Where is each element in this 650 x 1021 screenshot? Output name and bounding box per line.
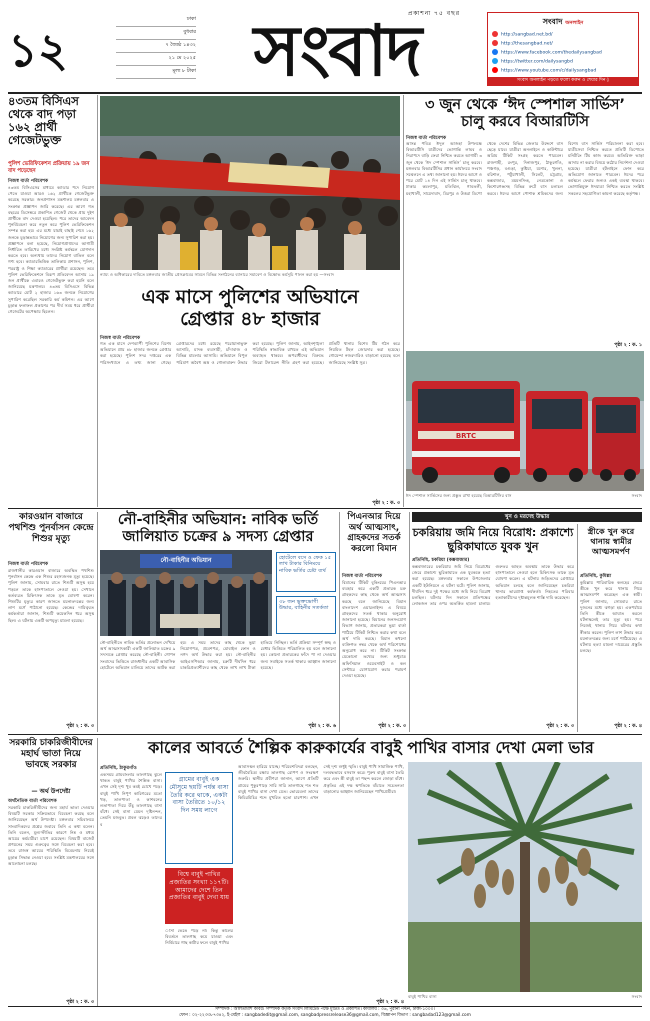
globe-icon bbox=[492, 40, 498, 46]
wife-murder-byline: প্রতিনিধি, কুমিল্লা bbox=[580, 574, 612, 579]
social-note: সংবাদ অনলাইন পড়তে ফলো করুন ও শেয়ার দিন ◊ bbox=[488, 77, 638, 85]
bird-fact-box1: গ্রামের বাবুই এক মৌসুমে ছয়টি পর্যন্ত বাসা তৈরি করে থাকে, একটা বাসা তৈরিতে ১০/১২ দিন সময় লাগে bbox=[165, 772, 233, 864]
bird-byline: প্রতিনিধি, ঠাকুরগাঁও bbox=[100, 766, 137, 771]
bird-body-right: আবাসস্থল হারিয়ে যাচ্ছে। পরিবেশবিদরা বলছেন, জীববৈচিত্র্য রক্ষায় তালগাছ রোপণ ও সংরক্ষণ জরুরি। স্থানীয় প্রবীণরা জানান, আগে প্রতিটি গ্রামের পুকুরপাড়ে সারি সারি তালগাছে শত শত বাবুই পাখির বাসা দেখা যেত। ভোরবেলা তাদের কিচিরমিচির শব্দে মুখরিত হতো চারপাশ। এখন সেই দৃশ্য শুধুই স্মৃতি। বাবুই পাখি সামাজিক পাখি, দলবদ্ধভাবে বসবাস করে। পুরুষ বাবুই বাসা তৈরি করে এবং স্ত্রী বাবুই তা পছন্দ করলে জোড়া বাঁধে। প্রকৃতির এই দক্ষ স্থপতিকে বাঁচাতে সচেতনতা বাড়ানোর আহ্বান জানিয়েছেন পাখিপ্রেমীরা। bbox=[238, 764, 404, 801]
salary-byline: অর্থনৈতিক বার্তা পরিবেশক bbox=[8, 799, 57, 804]
karwan-body: রাজধানীর কারওয়ান বাজারে অবস্থিত পথশিশু পুনর্বাসন কেন্দ্রে এক শিশুর রহস্যজনক মৃত্যু হয়েছে। পুলিশ জানায়, সোমবার রাতে শিশুটি অসুস্থ হয়ে পড়লে তাকে হাসপাতালে নেওয়া হয়। সেখানে কর্তব্যরত চিকিৎসক তাকে মৃত ঘোষণা করেন। শিশুটির মৃত্যুর কারণ জানতে ময়নাতদন্তের জন্য লাশ মর্গে পাঠানো হয়েছে। কেন্দ্রের দায়িত্বরত কর্মকর্তারা জানান, শিশুটি কয়েকদিন ধরে অসুস্থ ছিল। এ ঘটনায় একটি অপমৃত্যু মামলা হয়েছে। bbox=[8, 568, 94, 623]
protest-photo bbox=[100, 96, 400, 270]
flight-headline: পিএনআর দিয়ে অর্থ আত্মসাৎ, গ্রাহকদের সতর্ক করলো বিমান bbox=[347, 512, 401, 554]
newspaper-logo: সংবাদ bbox=[253, 9, 421, 92]
navy-continued: পৃষ্ঠা ২ : ক. ৬ bbox=[308, 724, 336, 729]
navy-side-box2: ৩৮ জন ভুক্তভোগী উদ্ধার, বাহিনীর সতর্কতা bbox=[276, 596, 336, 634]
footer-imprint bbox=[8, 1007, 642, 1020]
navy-photo bbox=[100, 550, 272, 636]
issue-info-line: ঢাকা bbox=[116, 14, 196, 27]
social-link[interactable] bbox=[492, 49, 634, 58]
flight-body: বিমানের টিকিট বুকিংয়ের পিএনআর ব্যবহার করে একটি প্রতারক চক্র গ্রাহকদের কাছ থেকে অর্থ আত্মসাৎ করছে বলে জানিয়েছে বিমান বাংলাদেশ এয়ারলাইন্স। এ বিষয়ে গ্রাহকদের সতর্ক থাকার অনুরোধ জানানো হয়েছে। বিমানের জনসংযোগ বিভাগ জানায়, প্রতারকরা ভুয়া বার্তা পাঠিয়ে টিকিট নিশ্চিত করার কথা বলে অর্থ দাবি করছে। বিমান কখনো ব্যক্তিগত নম্বর থেকে অর্থ পরিশোধের অনুরোধ করে না। টিকিট সংক্রান্ত যেকোনো তথ্যের জন্য শুধুমাত্র অফিসিয়াল ওয়েবসাইট ও কল সেন্টারে যোগাযোগ করার পরামর্শ দেওয়া হয়েছে। bbox=[342, 580, 406, 679]
main-photo-caption: ন্যায্য ও অধিকারের দাবিতে মঙ্গলবার জাতীয় প্রেসক্লাবের সামনে বিভিন্ন সংগঠনের ব্যানারে সমাবেশ ও বিক্ষোভ কর্মসূচি পালন করা হয় —সংবাদ bbox=[100, 272, 335, 277]
twitter-icon bbox=[492, 58, 498, 64]
issue-info bbox=[116, 14, 196, 78]
facebook-icon bbox=[492, 49, 498, 55]
navy-photo-banner: নৌ-বাহিনীর অভিযান bbox=[160, 557, 212, 564]
issue-info-line: ২১ মে ২০২৫ bbox=[116, 53, 196, 66]
wife-murder-continued: পৃষ্ঠা ২ : ক. ৪ bbox=[614, 724, 642, 729]
social-link-text: http://sangbad.net.bd/ bbox=[501, 32, 553, 38]
navy-headline-line2: জালিয়াত চক্রের ৯ সদস্য গ্রেপ্তার bbox=[122, 529, 314, 545]
navy-body: নৌ-বাহিনীতে নাবিক ভর্তির প্রলোভন দেখিয়ে অর্থ আত্মসাৎকারী একটি জালিয়াত চক্রের ৯ সদস্যকে গ্রেপ্তার করেছে নৌ-বাহিনী। গোপন সংবাদের ভিত্তিতে রাজধানীর একটি আবাসিক হোটেলে অভিযান চালিয়ে তাদের আটক করা হয়। এ সময় তাদের কাছ থেকে ভুয়া নিয়োগপত্র, প্রবেশপত্র, মোবাইল ফোন ও নগদ অর্থ উদ্ধার করা হয়। নৌ-বাহিনীর আইএসপিআর জানায়, চক্রটি দীর্ঘদিন ধরে চাকরিপ্রত্যাশীদের কাছ থেকে লাখ লাখ টাকা হাতিয়ে নিচ্ছিল। ভর্তি প্রক্রিয়া সম্পূর্ণ স্বচ্ছ ও মেধার ভিত্তিতে পরিচালিত হয় বলে জানানো হয়। কোনো প্রতারকের ফাঁদে পা না দেওয়ার জন্য সবাইকে সতর্ক থাকার আহ্বান জানানো হয়েছে। bbox=[100, 640, 336, 670]
social-link[interactable] bbox=[492, 58, 634, 67]
main-photo bbox=[100, 96, 400, 270]
bcs-subhead: পুলিশ ভেরিফিকেশন প্রক্রিয়ায় ১৯ জন বাদ পড়েছেন bbox=[8, 161, 90, 174]
navy-side-box1: হোটেলে বসে ও ফেক ১৫ লাখ টাকার বিনিময়ে নাবিক ভর্তির চেষ্টা ব্যর্থ bbox=[276, 552, 336, 592]
police-headline bbox=[100, 286, 400, 330]
eid-continued: পৃষ্ঠা ২ : ক. ১ bbox=[614, 343, 642, 348]
flight-continued: পৃষ্ঠা ২ : ক. ৩ bbox=[378, 724, 406, 729]
footer-line2: ফোন : ০২-২২৩৩৮৭৩৪২, ই-মেইল : sangbadedit@gmail.com, sangbadpressrelease36@gmail.com, বিজ্ঞাপন বিভাগ : sangbadad123@gmail.com bbox=[179, 1013, 471, 1019]
bird-fact-box2: বিশ্বে বাবুই পাখির প্রজাতির সংখ্যা ১১৭টি। আমাদের দেশে তিন প্রজাতির বাবুই দেখা যায় bbox=[165, 868, 233, 924]
bird-body-left: একসময় গ্রামবাংলার তালগাছে ঝুলে থাকত বাবুই পাখির শৈল্পিক বাসা। এখন সেই দৃশ্য খুব কমই চোখে পড়ে। বাবুই পাখি নিপুণ কারিগরের মতো খড়, তালপাতা ও কাশবনের লতাপাতা দিয়ে উঁচু তালগাছে বাসা বাঁধে। সেই বাসা যেমন দৃষ্টিনন্দন, তেমনি মজবুত। প্রবল ঝড়েও তাদের ব bbox=[100, 772, 162, 827]
chakaria-headline: চকরিয়ায় জমি নিয়ে বিরোধ: প্রকাশ্যে ছুরিকাঘাতে যুবক খুন bbox=[412, 526, 574, 553]
social-link[interactable] bbox=[492, 31, 634, 40]
eid-body: আসন্ন পবিত্র ঈদুল আজহা উপলক্ষে বিআরটিসি যাত্রীদের ভোগান্তি লাঘব ও নিরাপদে বাড়ি ফেরা নিশ্চিত করতে আগামী ৩ জুন থেকে ‘ঈদ স্পেশাল সার্ভিস’ চালু করবে। মঙ্গলবার বিআরটিসির প্রধান কার্যালয়ে সংবাদ সম্মেলনে এ তথ্য জানানো হয়। ঈদের আগে ও পরে মোট ১৪ দিন এই সার্ভিস চালু থাকবে। ঢাকার কমলাপুর, মতিঝিল, গাবতলী, মহাখালী, সায়েদাবাদ, মিরপুর ও উত্তরা ডিপো থেকে দেশের বিভিন্ন জেলার উদ্দেশে বাস ছেড়ে যাবে। যাত্রীরা অনলাইনে ও কাউন্টারে অগ্রিম টিকিট সংগ্রহ করতে পারবেন। রাজশাহী, রংপুর, দিনাজপুর, ঠাকুরগাঁও, পঞ্চগড়, বগুড়া, কুষ্টিয়া, যশোর, খুলনা, বরিশাল, পটুয়াখালী, সিলেট, চট্টগ্রাম, কক্সবাজার, ময়মনসিংহ, নেত্রকোনা ও কিশোরগঞ্জসহ বিভিন্ন রুটে বাস চলাচল করবে। ঈদের আগে পোশাক শ্রমিকদের জন্য বিশেষ বাস সার্ভিস পরিচালনা করা হবে। যাত্রীসেবা নিশ্চিত করতে প্রতিটি ডিপোতে মনিটরিং টিম কাজ করবে। অতিরিক্ত ভাড়া আদায় না করার বিষয়ে কঠোর নির্দেশনা দেওয়া হয়েছে। যাত্রীরা হটলাইনে ফোন করে অভিযোগ জানাতে পারবেন। ঈদের পরে কর্মস্থলে ফেরার জন্যও একই ব্যবস্থা থাকবে। ভোগান্তিমুক্ত ঈদযাত্রা নিশ্চিত করতে সংশ্লিষ্ট সকলের সহযোগিতা কামনা করেছে কর্তৃপক্ষ। bbox=[406, 141, 644, 196]
issue-info-line: মূল্য ৮ টাকা bbox=[116, 66, 196, 79]
police-continued: পৃষ্ঠা ২ : ক. ৩ bbox=[372, 501, 400, 506]
bus-label: BRTC bbox=[455, 432, 477, 440]
wife-murder-headline: স্ত্রীকে খুন করে থানায় স্বামীর আত্মসমর্পণ bbox=[587, 526, 635, 556]
bcs-byline: নিজস্ব বার্তা পরিবেশক bbox=[8, 179, 49, 184]
eid-byline: নিজস্ব বার্তা পরিবেশক bbox=[406, 136, 447, 141]
bird-photo-credit: সংবাদ bbox=[631, 994, 642, 999]
palm-tree-nests-image bbox=[408, 762, 642, 992]
social-link[interactable] bbox=[492, 40, 634, 49]
flight-byline: নিজস্ব বার্তা পরিবেশক bbox=[342, 574, 383, 579]
chakaria-byline: প্রতিনিধি, চকরিয়া (কক্সবাজার) bbox=[412, 558, 470, 563]
social-link-text: http://thesangbad.net/ bbox=[501, 41, 553, 47]
social-link[interactable] bbox=[492, 67, 634, 76]
karwan-headline: কারওয়ান বাজারে পথশিশু পুনর্বাসন কেন্দ্রে শিশুর মৃত্যু bbox=[8, 512, 94, 544]
police-headline-line2: গ্রেপ্তার ৪৮ হাজার bbox=[180, 308, 320, 330]
chakaria-body: কক্সবাজারের চকরিয়ায় জমি নিয়ে বিরোধের জেরে প্রকাশ্যে ছুরিকাঘাতে এক যুবককে হত্যা করা হয়েছে। মঙ্গলবার সকালে উপজেলার একটি ইউনিয়নে এ ঘটনা ঘটে। পুলিশ জানায়, দীর্ঘদিন ধরে দুই পক্ষের মধ্যে জমি নিয়ে বিরোধ চলছিল। ঘটনার দিন সকালে প্রতিপক্ষের লোকজন তার ওপর অতর্কিত হামলা চালায়। গুরুতর আহত অবস্থায় তাকে উদ্ধার করে হাসপাতালে নেওয়া হলে চিকিৎসক তাকে মৃত ঘোষণা করেন। এ ঘটনায় জড়িতদের গ্রেপ্তারে অভিযান চলছে বলে জানিয়েছেন চকরিয়া থানার ভারপ্রাপ্ত কর্মকর্তা। নিহতের পরিবার হত্যাকারীদের দৃষ্টান্তমূলক শাস্তি দাবি করেছেন। bbox=[412, 564, 574, 607]
brtc-bus-image bbox=[406, 351, 644, 491]
salary-body: সরকারি চাকরিজীবীদের জন্য মহার্ঘ ভাতা দেওয়ার বিষয়টি সরকার সক্রিয়ভাবে বিবেচনা করছে বলে জানিয়েছেন অর্থ উপদেষ্টা। মঙ্গলবার সচিবালয়ে সাংবাদিকদের প্রশ্নের জবাবে তিনি এ কথা বলেন। তিনি বলেন, মূল্যস্ফীতির কারণে নিম্ন ও মধ্যম আয়ের কর্মচারীরা চাপে রয়েছেন। বিষয়টি বাজেট প্রণয়নের সময় গুরুত্বের সঙ্গে বিবেচনা করা হবে। তবে রাজস্ব আয়ের পরিস্থিতি বিবেচনায় নিয়েই চূড়ান্ত সিদ্ধান্ত নেওয়া হবে। সংশ্লিষ্ট মন্ত্রণালয়ের সঙ্গে আলোচনা চলছে। bbox=[8, 805, 94, 866]
navy-headline-line1: নৌ-বাহিনীর অভিযান: নাবিক ভর্তি bbox=[117, 512, 319, 528]
murder-banner: খুন ও মরদেহ উদ্ধার bbox=[412, 512, 642, 522]
bus-photo-caption: ঈদ স্পেশাল সার্ভিসের জন্য প্রস্তুত রাখা হয়েছে বিআরটিসির বাস bbox=[406, 493, 512, 498]
footer-line1: সম্পাদক : আলতামাশ কবির। সম্পাদক কর্তৃক সংবাদ লিমিটেড পক্ষে মুদ্রিত ও প্রকাশিত। কার্যালয় : ৩৬, পুরানা পল্টন, ঢাকা-১০০০। bbox=[215, 1007, 435, 1012]
social-logo: সংবাদ bbox=[542, 16, 563, 26]
bcs-body: ৪৩তম বিসিএসের মাধ্যমে ক্যাডার পদে নিয়োগ পেতে যাওয়া আরও ১৬২ প্রার্থীকে গেজেটভুক্ত করেছে সরকার। জনপ্রশাসন মন্ত্রণালয় মঙ্গলবার এ সংক্রান্ত প্রজ্ঞাপন জারি করেছে। এর আগে গত বছরের ডিসেম্বরে প্রকাশিত গেজেট থেকে প্রায় দুইশ প্রার্থীকে বাদ দেওয়া হয়েছিল। পরে তাদের আবেদন পুনর্বিবেচনা করে নতুন করে পুলিশ ভেরিফিকেশন সম্পন্ন করা হয়। এর মধ্যে যাচাই বাছাই শেষে ১৬২ জনকে চূড়ান্তভাবে নিয়োগের জন্য সুপারিশ করা হয়। প্রজ্ঞাপনে বলা হয়েছে, নিয়োগপ্রাপ্তদের আগামী নির্ধারিত তারিখের মধ্যে সংশ্লিষ্ট কর্মস্থলে যোগদান করতে হবে। অন্যথায় তাদের নিয়োগ বাতিল বলে গণ্য হবে। ক্যাডারভিত্তিক তালিকায় প্রশাসন, পুলিশ, পররাষ্ট্র ও শিক্ষা ক্যাডারের প্রার্থীরা রয়েছেন। তবে পুলিশ ভেরিফিকেশনে বিরূপ প্রতিবেদন আসায় ১৯ জন প্রার্থীকে এবারও গেজেটভুক্ত করা হয়নি বলে জানিয়েছে মন্ত্রণালয়। ৪৩তম বিসিএসে বিভিন্ন ক্যাডারে মোট ২ হাজার ১৬৩ জনকে নিয়োগের সুপারিশ করেছিল সরকারি কর্ম কমিশন। এর আগে চূড়ান্ত ফলাফল প্রকাশের পর দীর্ঘ সময় ধরে প্রার্থীরা গেজেটের অপেক্ষায় ছিলেন। bbox=[8, 185, 94, 315]
social-link-text: https://twitter.com/dailysangbd bbox=[501, 59, 573, 65]
social-logo-suffix: অনলাইন bbox=[565, 20, 584, 26]
eid-headline-line1: ৩ জুন থেকে ‘ঈদ স্পেশাল সার্ভিস’ bbox=[424, 97, 626, 113]
social-link-text: https://www.youtube.com/c/dailysangbad bbox=[501, 68, 597, 74]
police-headline-line1: এক মাসে পুলিশের অভিযানে bbox=[141, 286, 359, 308]
bcs-headline: ৪৩তম বিসিএস থেকে বাদ পড়া ১৬২ প্রার্থী গেজেটভুক্ত bbox=[8, 94, 79, 147]
chakaria-continued: পৃষ্ঠা ২ : ক. ৩ bbox=[546, 724, 574, 729]
issue-info-line: বুধবার bbox=[116, 27, 196, 40]
eid-headline bbox=[406, 97, 644, 131]
globe-icon bbox=[492, 31, 498, 37]
bird-photo-caption: বাবুই পাখির বাসা bbox=[408, 994, 437, 999]
bird-headline: কালের আবর্তে শৈল্পিক কারুকার্যের বাবুই পাখির বাসার দেখা মেলা ভার bbox=[148, 738, 594, 757]
bird-body-mid: াসা ভেঙে পড়ে না। কিন্তু কালের বিবর্তনে তালগাছ কমে যাওয়া এবং নির্বিচারে গাছ কাটার ফলে বাবুই পাখির bbox=[165, 928, 233, 946]
karwan-byline: নিজস্ব বার্তা পরিবেশক bbox=[8, 562, 49, 567]
masthead-tagline: প্রকাশনা ৭৫ বছর bbox=[407, 10, 460, 17]
bird-continued: পৃষ্ঠা ২ : ক. ৪ bbox=[376, 1000, 404, 1005]
social-link-text: https://www.facebook.com/thedailysangbad bbox=[501, 50, 602, 56]
bird-photo bbox=[408, 762, 642, 992]
salary-continued: পৃষ্ঠা ২ : ক. ৩ bbox=[66, 1000, 94, 1005]
bus-photo-credit: সংবাদ bbox=[631, 493, 642, 498]
bus-photo bbox=[406, 351, 644, 491]
page-number: ১২ bbox=[8, 23, 68, 77]
karwan-continued: পৃষ্ঠা ২ : ক. ৩ bbox=[66, 724, 94, 729]
issue-info-line: ৭ জ্যৈষ্ঠ ১৪৩২ bbox=[116, 40, 196, 53]
navy-headline bbox=[100, 512, 336, 546]
social-box bbox=[487, 12, 639, 86]
wife-murder-body: কুমিল্লায় পারিবারিক কলহের জেরে স্ত্রীকে খুন করে থানায় গিয়ে আত্মসমর্পণ করেছেন এক স্বামী। পুলিশ জানায়, সোমবার রাতে দুজনের মধ্যে ঝগড়া হয়। একপর্যায়ে তিনি স্ত্রীকে আঘাত করলে ঘটনাস্থলেই তার মৃত্যু হয়। পরে নিজেই থানায় গিয়ে ঘটনার কথা স্বীকার করেন। পুলিশ লাশ উদ্ধার করে ময়নাতদন্তের জন্য মর্গে পাঠিয়েছে। এ ঘটনায় হত্যা মামলা দায়েরের প্রস্তুতি চলছে। bbox=[580, 580, 642, 654]
salary-headline: সরকারি চাকরিজীবীদের মহার্ঘ ভাতা নিয়ে ভাবছে সরকার bbox=[9, 738, 93, 770]
eid-headline-line2: চালু করবে বিআরটিসি bbox=[461, 114, 589, 130]
youtube-icon bbox=[492, 67, 498, 73]
salary-subhead: — অর্থ উপদেষ্টা bbox=[31, 788, 71, 795]
police-body: গত এক মাসে দেশব্যাপী পুলিশের বিশেষ অভিযানে প্রায় ৪৮ হাজার জনকে গ্রেপ্তার করা হয়েছে। পুলিশ সদর দপ্তরের এক পরিসংখ্যানে এ তথ্য জানা গেছে। গ্রেপ্তারদের মধ্যে রয়েছে পরোয়ানাভুক্ত আসামি, মাদক ব্যবসায়ী, চাঁদাবাজ ও বিভিন্ন মামলার আসামি। অভিযানে বিপুল পরিমাণ অবৈধ অস্ত্র ও গোলাবারুদ উদ্ধার করা হয়েছে। পুলিশ জানায়, আইনশৃঙ্খলা পরিস্থিতি স্বাভাবিক রাখতে এই অভিযান অব্যাহত থাকবে। অপরাধীদের বিরুদ্ধে জিরো টলারেন্স নীতি গ্রহণ করা হয়েছে। প্রতিটি থানায় বিশেষ টিম গঠন করে নিয়মিত টহল জোরদার করা হয়েছে। গোয়েন্দা নজরদারিও বাড়ানো হয়েছে বলে জানিয়েছে সংশ্লিষ্ট সূত্র। bbox=[100, 341, 400, 365]
police-byline: নিজস্ব বার্তা পরিবেশক bbox=[100, 336, 141, 341]
